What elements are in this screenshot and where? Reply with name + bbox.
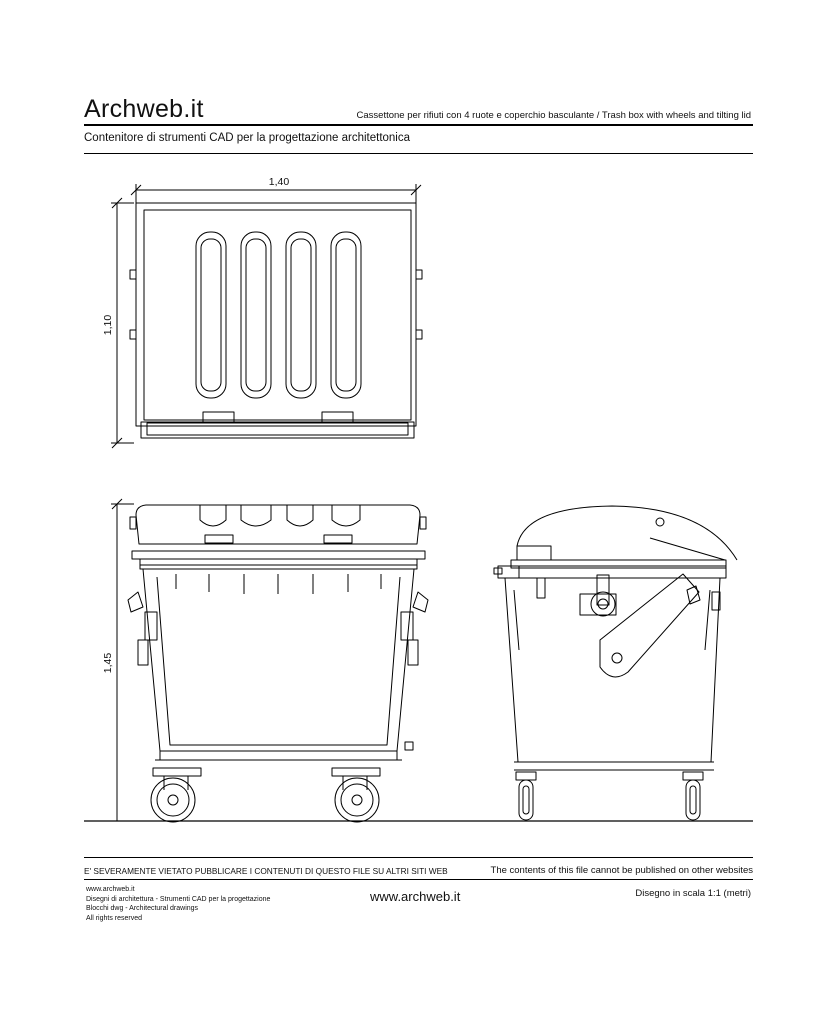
dimension-label-height: 1,45 xyxy=(102,652,114,674)
side-body xyxy=(505,578,720,762)
front-lid xyxy=(136,505,420,544)
footer-info xyxy=(86,885,270,923)
top-view xyxy=(102,176,422,448)
page-subtitle: Contenitore di strumenti CAD per la progettazione architettonica xyxy=(84,132,411,144)
drawing-scale: Disegno in scala 1:1 (metri) xyxy=(635,888,751,899)
front-wheel-right xyxy=(335,778,379,822)
footer-line: All rights reserved xyxy=(86,914,143,922)
footer-line: Blocchi dwg - Architectural drawings xyxy=(86,905,199,912)
side-view xyxy=(494,506,737,820)
front-wheel-left xyxy=(151,778,195,822)
footer-top-rule xyxy=(84,857,753,858)
dimension-label-width: 1,40 xyxy=(268,176,290,188)
front-rim xyxy=(132,551,425,559)
top-view-base-frame xyxy=(141,422,414,438)
brand-logo-text: Archweb.it xyxy=(84,95,204,123)
footer-line: Disegni di architettura - Strumenti CAD per la progettazione xyxy=(86,895,271,903)
footer-line: www.archweb.it xyxy=(86,886,135,893)
drawing-title: Cassettone per rifiuti con 4 ruote e coperchio basculante / Trash box with wheels and tilting lid xyxy=(356,110,751,121)
front-view xyxy=(102,499,428,822)
copyright-warning-english: The contents of this file cannot be published on other websites xyxy=(490,865,753,876)
dimension-label-depth: 1,10 xyxy=(102,314,114,336)
footer-site-link[interactable]: www.archweb.it xyxy=(370,889,461,904)
copyright-warning-italian: E' SEVERAMENTE VIETATO PUBBLICARE I CONTENUTI DI QUESTO FILE SU ALTRI SITI WEB xyxy=(84,866,448,876)
front-body xyxy=(143,569,414,751)
side-lid-dome xyxy=(517,506,737,560)
side-lever-arm xyxy=(600,574,699,677)
top-view-lid-outline xyxy=(136,203,416,426)
footer-bottom-rule xyxy=(84,879,753,880)
side-hinge xyxy=(591,592,615,616)
